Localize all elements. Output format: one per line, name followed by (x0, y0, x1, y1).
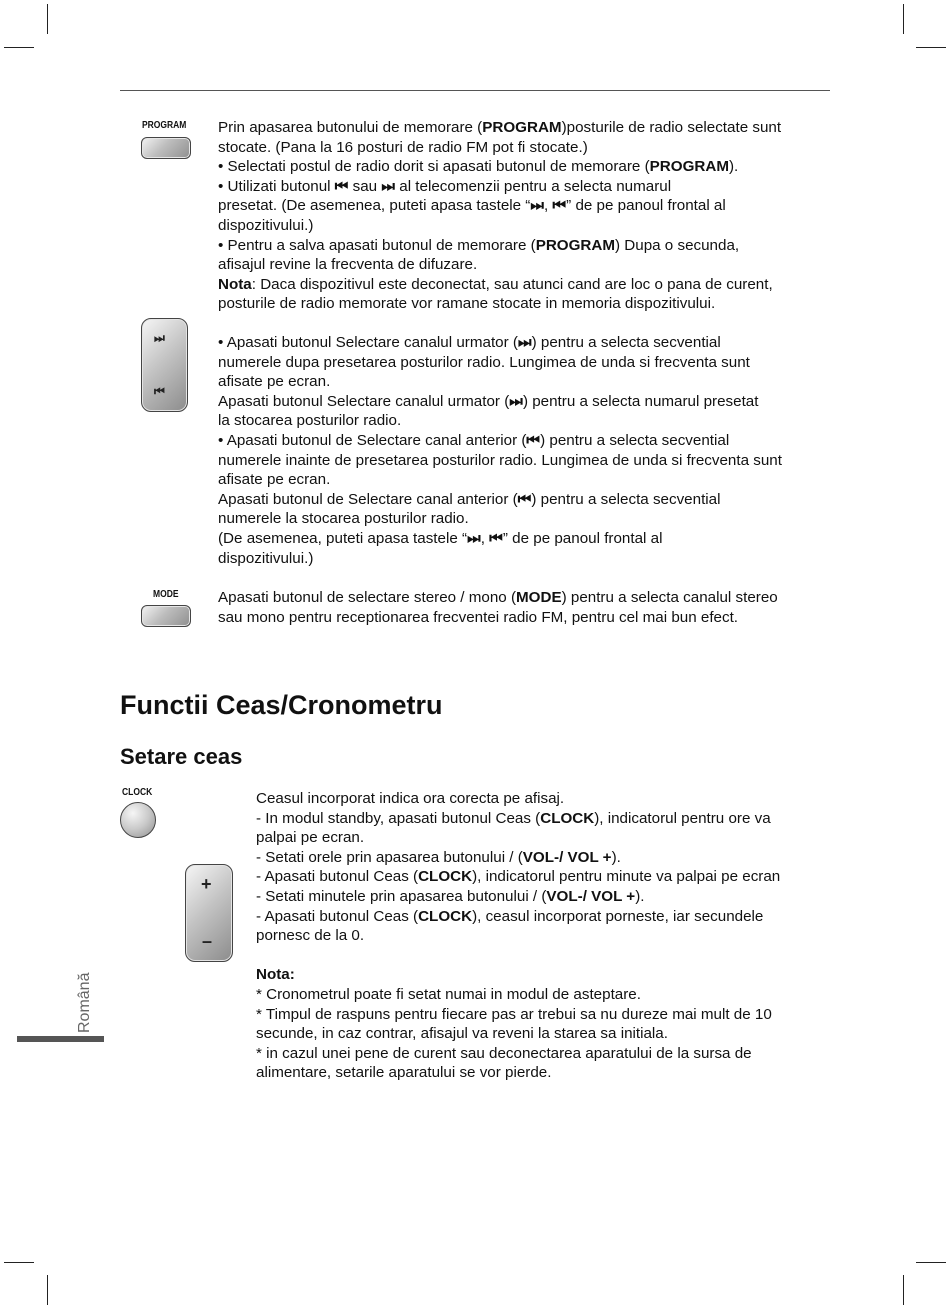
text-line: • Apasati butonul Selectare canalul urmator (⏭) pentru a selecta secvential (218, 334, 721, 351)
text-line: alimentare, setarile aparatului se vor pierde. (256, 1064, 552, 1082)
mode-text (218, 588, 778, 627)
text-line: • Apasati butonul de Selectare canal anterior (⏮) pentru a selecta secvential (218, 431, 730, 449)
crop-mark (903, 4, 904, 34)
text-line: Nota: Daca dispozitivul este deconectat, sau atunci cand are loc o pana de curent, (218, 275, 773, 293)
crop-mark (4, 47, 34, 48)
text-line: secunde, in caz contrar, afisajul va reveni la starea sa initiala. (256, 1025, 668, 1043)
text-line: numerele inainte de presetarea posturilor radio. Lungimea de unda si frecventa sunt (218, 451, 782, 469)
text-line: numerele la stocarea posturilor radio. (218, 510, 469, 528)
text-line: • Selectati postul de radio dorit si apasati butonul de memorare (PROGRAM). (218, 158, 739, 176)
clock-text (256, 789, 780, 946)
mode-button-label: MODE (153, 589, 179, 600)
skip-buttons (141, 318, 188, 412)
clock-button-label: CLOCK (122, 787, 153, 798)
text-line: * in cazul unei pene de curent sau deconectarea aparatului de la sursa de (256, 1044, 752, 1062)
text-line: • Utilizati butonul ⏮ sau ⏭ al telecomenzii pentru a selecta numarul (218, 177, 672, 195)
clock-note-text (256, 985, 772, 1083)
text-line: stocate. (Pana la 16 posturi de radio FM pot fi stocate.) (218, 138, 588, 156)
mode-button (141, 605, 191, 627)
clock-note-title (256, 965, 295, 985)
section-heading: Functii Ceas/Cronometru (120, 690, 443, 720)
text-line: presetat. (De asemenea, puteti apasa tastele “⏭, ⏮” de pe panoul frontal al (218, 197, 726, 215)
text-line: afisajul revine la frecventa de difuzare. (218, 256, 478, 274)
text-line: la stocarea posturilor radio. (218, 412, 402, 430)
minus-icon: – (202, 931, 213, 951)
crop-mark (916, 47, 946, 48)
header-rule (120, 90, 830, 91)
crop-mark (916, 1262, 946, 1263)
text-line: dispozitivului.) (218, 216, 314, 234)
crop-mark (47, 1275, 48, 1305)
text-line: • Pentru a salva apasati butonul de memorare (PROGRAM) Dupa o secunda, (218, 236, 740, 254)
text-line: Ceasul incorporat indica ora corecta pe afisaj. (256, 790, 565, 807)
text-line: (De asemenea, puteti apasa tastele “⏭, ⏮” de pe panoul frontal al (218, 529, 663, 547)
text-line: - In modul standby, apasati butonul Ceas (CLOCK), indicatorul pentru ore va (256, 809, 771, 827)
text-line: * Timpul de raspuns pentru fiecare pas ar trebui sa nu dureze mai mult de 10 (256, 1005, 772, 1023)
section-subheading: Setare ceas (120, 744, 243, 769)
program-button (141, 137, 191, 159)
crop-mark (4, 1262, 34, 1263)
text-line: sau mono pentru receptionarea frecventei radio FM, pentru cel mai bun efect. (218, 608, 739, 626)
language-tab: Română (76, 972, 93, 1033)
crop-mark (47, 4, 48, 34)
previous-track-icon: ⏮ (154, 384, 165, 398)
text-line: Apasati butonul de Selectare canal anterior (⏮) pentru a selecta secvential (218, 490, 721, 508)
program-button-label: PROGRAM (142, 120, 187, 131)
crop-mark (903, 1275, 904, 1305)
text-line: pornesc de la 0. (256, 927, 365, 945)
text-line: afisate pe ecran. (218, 373, 331, 391)
volume-buttons (185, 864, 233, 962)
text-line: afisate pe ecran. (218, 471, 331, 489)
program-text (218, 118, 781, 314)
text-line: palpai pe ecran. (256, 829, 365, 847)
text-line: dispozitivului.) (218, 549, 314, 567)
text-line: numerele dupa presetarea posturilor radio. Lungimea de unda si frecventa sunt (218, 353, 750, 371)
text-line: Apasati butonul Selectare canalul urmator (⏭) pentru a selecta numarul presetat (218, 392, 759, 410)
text-line: - Setati minutele prin apasarea butonului / (VOL-/ VOL +). (256, 887, 645, 905)
text-line: Prin apasarea butonului de memorare (PROGRAM)posturile de radio selectate sunt (218, 119, 782, 136)
plus-icon: + (201, 874, 212, 894)
skip-text (218, 333, 782, 568)
text-line: Apasati butonul de selectare stereo / mono (MODE) pentru a selecta canalul stereo (218, 589, 778, 606)
language-tab-bar (17, 1036, 104, 1042)
text-line: - Apasati butonul Ceas (CLOCK), indicatorul pentru minute va palpai pe ecran (256, 868, 781, 886)
text-line: - Setati orele prin apasarea butonului / (VOL-/ VOL +). (256, 848, 621, 866)
next-track-icon: ⏭ (154, 331, 165, 345)
note-title: Nota: (256, 966, 295, 983)
text-line: - Apasati butonul Ceas (CLOCK), ceasul incorporat porneste, iar secundele (256, 907, 764, 925)
text-line: * Cronometrul poate fi setat numai in modul de asteptare. (256, 986, 641, 1003)
clock-button (120, 802, 156, 838)
text-line: posturile de radio memorate vor ramane stocate in memoria dispozitivului. (218, 295, 716, 313)
